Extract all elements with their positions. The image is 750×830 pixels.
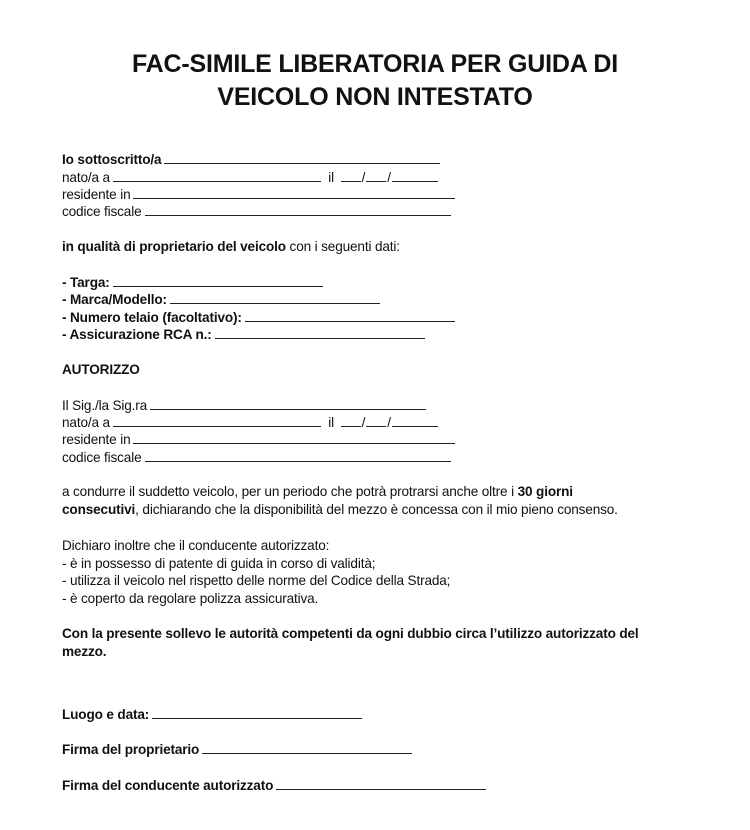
owner-tax-code-label: codice fiscale <box>62 204 142 219</box>
paragraph-line-2 <box>62 501 618 518</box>
driver-birth-year-field[interactable] <box>392 414 438 427</box>
model-label: - Marca/Modello: <box>62 292 167 307</box>
paragraph-bold: 30 giorni <box>517 484 573 499</box>
owner-birth-row <box>62 169 438 186</box>
place-date-row <box>62 706 362 723</box>
driver-residence-field[interactable] <box>133 431 455 444</box>
plate-field[interactable] <box>113 274 323 287</box>
driver-birthplace-field[interactable] <box>113 414 321 427</box>
date-separator: / <box>361 415 366 430</box>
owner-birth-day-field[interactable] <box>341 169 361 182</box>
vehicle-model-row <box>62 291 380 308</box>
declaration-item: - utilizza il veicolo nel rispetto delle norme del Codice della Strada; <box>62 573 451 588</box>
vehicle-insurance-row <box>62 326 425 343</box>
capacity-rest: con i seguenti dati: <box>285 239 400 254</box>
owner-name-row <box>62 151 440 168</box>
date-separator: / <box>387 170 391 185</box>
driver-tax-code-field[interactable] <box>145 449 451 462</box>
driver-birth-month-field[interactable] <box>366 414 386 427</box>
driver-signature-label: Firma del conducente autorizzato <box>62 778 274 793</box>
paragraph-bold: consecutivi <box>62 502 136 517</box>
driver-tax-code-label: codice fiscale <box>62 450 142 465</box>
capacity-bold: in qualità di proprietario del veicolo <box>62 239 286 254</box>
insurance-label: - Assicurazione RCA n.: <box>62 327 212 342</box>
driver-name-row <box>62 397 426 414</box>
driver-born-label: nato/a a <box>62 415 110 430</box>
driver-name-field[interactable] <box>150 397 426 410</box>
owner-born-label: nato/a a <box>62 170 110 185</box>
release-line-2: mezzo. <box>62 644 107 659</box>
driver-tax-code-row <box>62 449 451 466</box>
owner-name-field[interactable] <box>164 151 440 164</box>
paragraph-text: a condurre il suddetto veicolo, per un periodo che potrà protrarsi anche oltre i <box>62 484 518 499</box>
driver-residence-label: residente in <box>62 432 131 447</box>
driver-birth-day-field[interactable] <box>341 414 361 427</box>
date-separator: / <box>361 170 366 185</box>
owner-residence-label: residente in <box>62 187 131 202</box>
authorize-heading: AUTORIZZO <box>62 362 140 377</box>
driver-date-label: il <box>328 415 334 430</box>
paragraph-text: , dichiarando che la disponibilità del mezzo è concessa con il mio pieno consenso. <box>135 502 618 517</box>
owner-label: Io sottoscritto/a <box>62 152 162 167</box>
insurance-field[interactable] <box>215 326 425 339</box>
release-line-1: Con la presente sollevo le autorità competenti da ogni dubbio circa l’utilizzo autorizzato del <box>62 626 639 641</box>
owner-residence-field[interactable] <box>133 186 455 199</box>
owner-tax-code-field[interactable] <box>145 203 451 216</box>
owner-birthplace-field[interactable] <box>113 169 321 182</box>
owner-tax-code-row <box>62 203 451 220</box>
owner-birth-month-field[interactable] <box>366 169 386 182</box>
driver-birth-row <box>62 414 438 431</box>
model-field[interactable] <box>170 291 380 304</box>
driver-signature-field[interactable] <box>276 777 486 790</box>
driver-residence-row <box>62 431 455 448</box>
vehicle-plate-row <box>62 274 323 291</box>
paragraph-line-1 <box>62 483 573 500</box>
owner-birth-year-field[interactable] <box>392 169 438 182</box>
place-date-field[interactable] <box>152 706 362 719</box>
declaration-item: - è in possesso di patente di guida in corso di validità; <box>62 556 376 571</box>
declaration-item: - è coperto da regolare polizza assicurativa. <box>62 591 319 606</box>
place-date-label: Luogo e data: <box>62 707 150 722</box>
vehicle-chassis-row <box>62 309 455 326</box>
owner-residence-row <box>62 186 455 203</box>
owner-signature-label: Firma del proprietario <box>62 742 200 757</box>
owner-date-label: il <box>328 170 334 185</box>
document-title-line-2: VEICOLO NON INTESTATO <box>217 83 533 111</box>
driver-signature-row <box>62 777 486 794</box>
owner-signature-field[interactable] <box>202 741 412 754</box>
capacity-line <box>62 238 400 255</box>
declaration-intro: Dichiaro inoltre che il conducente autorizzato: <box>62 538 330 553</box>
date-separator: / <box>387 415 391 430</box>
owner-signature-row <box>62 741 412 758</box>
plate-label: - Targa: <box>62 275 110 290</box>
document-title-line-1: FAC-SIMILE LIBERATORIA PER GUIDA DI <box>131 50 619 78</box>
chassis-label: - Numero telaio (facoltativo): <box>62 310 242 325</box>
driver-label: Il Sig./la Sig.ra <box>62 398 148 413</box>
chassis-field[interactable] <box>245 309 455 322</box>
